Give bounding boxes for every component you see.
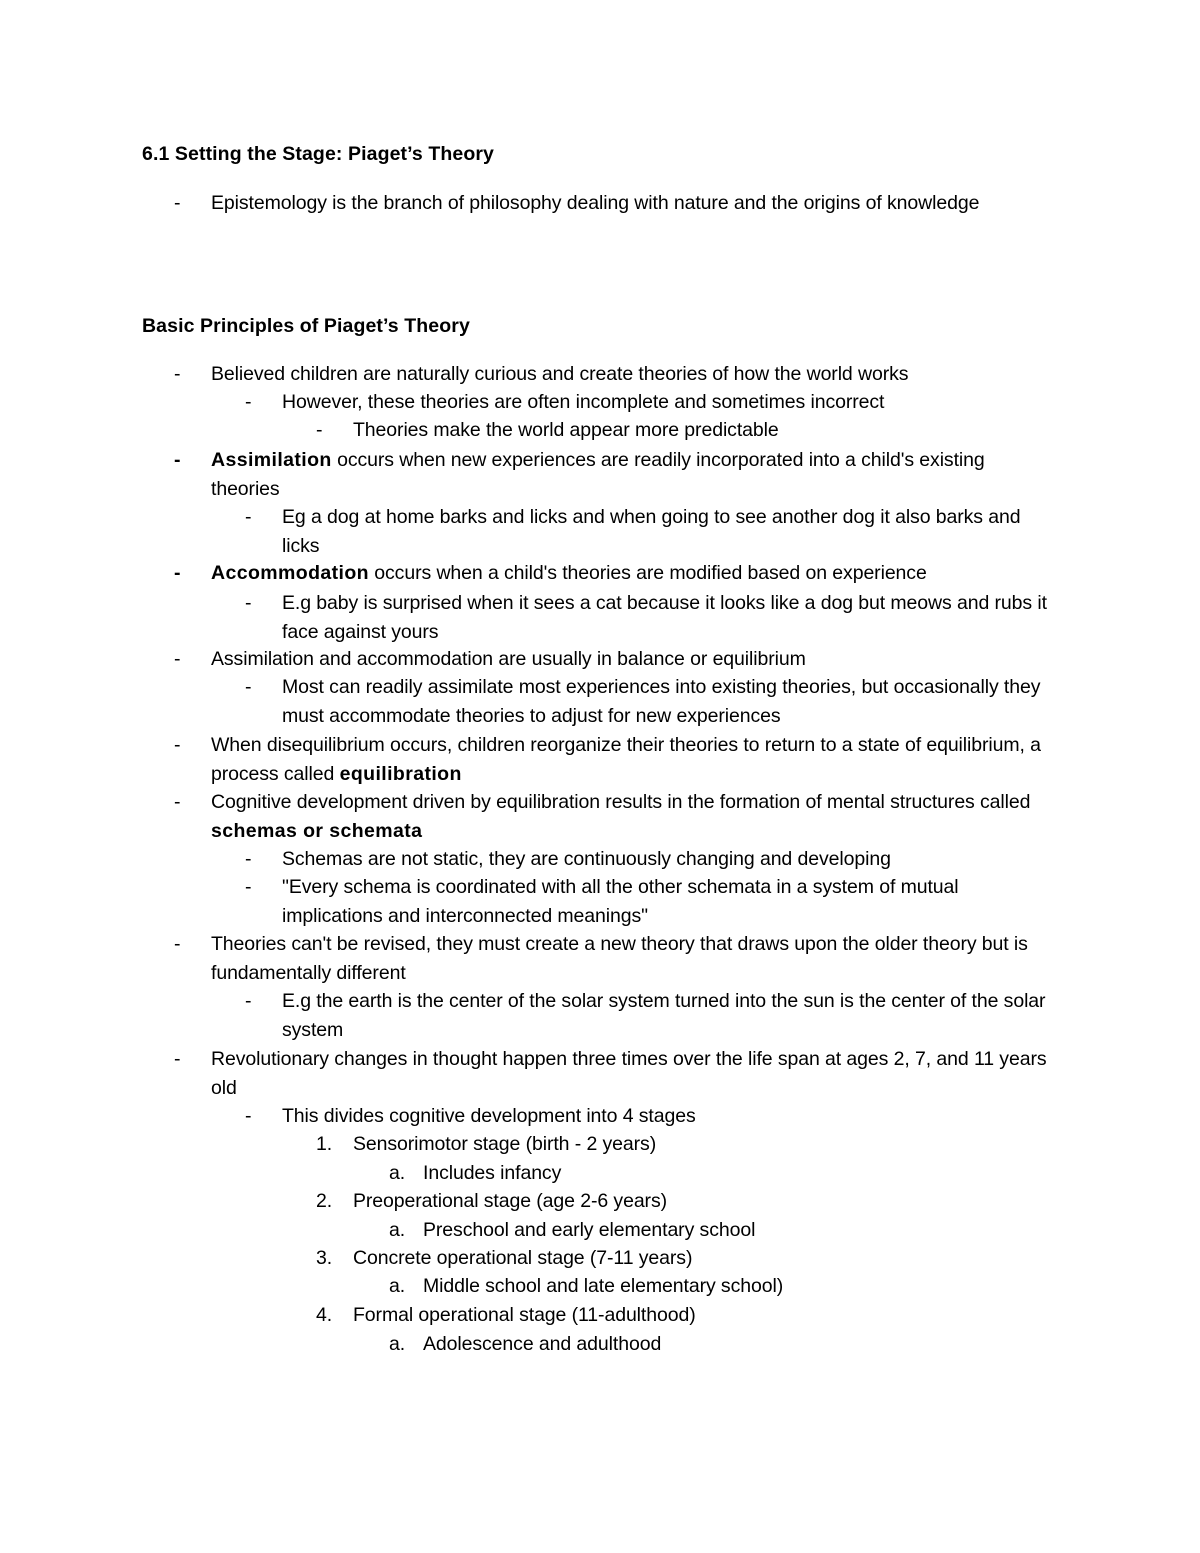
list-item-text (282, 589, 1058, 646)
text-run: Preschool and early elementary school (423, 1219, 756, 1241)
bold-term: Assimilation (211, 449, 332, 471)
text-run: Sensorimotor stage (birth - 2 years) (353, 1133, 657, 1155)
text-run: Adolescence and adulthood (423, 1333, 662, 1355)
list-marker: 2. (316, 1190, 333, 1212)
text-run: Cognitive development driven by equilibration results in the formation of mental structures called (211, 791, 1031, 813)
text-run: Preoperational stage (age 2-6 years) (353, 1190, 667, 1212)
list-item-text (353, 1130, 1058, 1159)
list-item (316, 1130, 1058, 1159)
list-item (316, 1301, 1058, 1330)
list-marker: - (245, 876, 252, 898)
list-item (245, 503, 1058, 560)
list-marker: - (174, 192, 181, 214)
list-marker: 3. (316, 1247, 333, 1269)
list-item-text (353, 1187, 1058, 1216)
list-item-text (423, 1216, 1058, 1245)
text-run: Revolutionary changes in thought happen three times over the life span at ages 2, 7, and 11 years old (211, 1048, 1047, 1099)
list-item (174, 788, 1058, 845)
list-marker: - (174, 1048, 181, 1070)
list-item (174, 645, 1058, 674)
list-marker: a. (389, 1333, 406, 1355)
list-marker: - (174, 648, 181, 670)
list-item (389, 1330, 1058, 1359)
text-run: When disequilibrium occurs, children reorganize their theories to return to a state of equilibrium, a process called (211, 734, 1041, 785)
list-item (174, 731, 1058, 788)
list-item (389, 1216, 1058, 1245)
text-run: Middle school and late elementary school) (423, 1275, 784, 1297)
list-item-text (211, 360, 1058, 389)
list-item-text (282, 873, 1058, 930)
list-item (389, 1272, 1058, 1301)
list-item-text (353, 1244, 1058, 1273)
list-marker: - (245, 990, 252, 1012)
list-item (245, 987, 1058, 1044)
list-item-text (211, 731, 1058, 788)
list-marker: - (174, 791, 181, 813)
list-item-text (211, 645, 1058, 674)
list-item-text (211, 559, 1058, 588)
list-item-text (353, 416, 1058, 445)
list-item (316, 1244, 1058, 1273)
text-run: Formal operational stage (11-adulthood) (353, 1304, 696, 1326)
list-marker: - (174, 734, 181, 756)
text-run: However, these theories are often incomplete and sometimes incorrect (282, 391, 885, 413)
list-item (174, 189, 1058, 218)
text-run: Most can readily assimilate most experiences into existing theories, but occasionally they must accommodate theories to adjust for new experiences (282, 676, 1041, 727)
text-run: occurs when a child's theories are modified based on experience (368, 562, 927, 584)
list-marker: - (245, 676, 252, 698)
text-run: Includes infancy (423, 1162, 562, 1184)
list-item-text (423, 1272, 1058, 1301)
list-item-text (282, 987, 1058, 1044)
list-item-text (211, 788, 1058, 845)
list-item-text (211, 446, 1058, 503)
list-item (174, 446, 1058, 503)
list-item (316, 1187, 1058, 1216)
text-run: "Every schema is coordinated with all the other schemata in a system of mutual implications and interconnected meanings" (282, 876, 959, 927)
list-marker: - (174, 363, 181, 385)
text-run: Eg a dog at home barks and licks and when going to see another dog it also barks and licks (282, 506, 1021, 557)
list-item (316, 416, 1058, 445)
list-item (245, 673, 1058, 730)
text-run: E.g the earth is the center of the solar system turned into the sun is the center of the solar system (282, 990, 1046, 1041)
list-marker: a. (389, 1219, 406, 1241)
list-marker: 4. (316, 1304, 333, 1326)
list-item-text (353, 1301, 1058, 1330)
list-marker: a. (389, 1275, 406, 1297)
list-item-text (282, 503, 1058, 560)
list-item (245, 873, 1058, 930)
text-run: Epistemology is the branch of philosophy dealing with nature and the origins of knowledge (211, 192, 980, 214)
list-item-text (211, 930, 1058, 987)
section-heading: 6.1 Setting the Stage: Piaget’s Theory (142, 143, 494, 165)
text-run: Theories can't be revised, they must create a new theory that draws upon the older theory but is fundamentally different (211, 933, 1028, 984)
bold-term: schemas or schemata (211, 819, 423, 842)
list-item-text (211, 189, 1058, 218)
list-marker: - (245, 592, 252, 614)
list-item-text (211, 1045, 1058, 1102)
bold-term: Accommodation (211, 562, 369, 584)
list-marker: - (174, 933, 181, 955)
list-item (245, 1102, 1058, 1131)
list-item (174, 360, 1058, 389)
text-run: Believed children are naturally curious and create theories of how the world works (211, 363, 909, 385)
list-marker: - (174, 449, 181, 471)
list-marker: - (245, 506, 252, 528)
list-marker: 1. (316, 1133, 333, 1155)
list-marker: - (245, 1105, 252, 1127)
text-run: This divides cognitive development into 4 stages (282, 1105, 696, 1127)
list-marker: - (245, 848, 252, 870)
list-item-text (282, 388, 1058, 417)
text-run: Assimilation and accommodation are usually in balance or equilibrium (211, 648, 806, 670)
list-item (174, 1045, 1058, 1102)
list-marker: a. (389, 1162, 406, 1184)
list-marker: - (316, 419, 323, 441)
list-item (389, 1159, 1058, 1188)
section-heading: Basic Principles of Piaget’s Theory (142, 315, 470, 337)
list-item (245, 589, 1058, 646)
list-item (174, 559, 1058, 588)
list-item-text (282, 845, 1058, 874)
list-marker: - (174, 562, 181, 584)
list-item-text (423, 1159, 1058, 1188)
list-marker: - (245, 391, 252, 413)
list-item-text (282, 1102, 1058, 1131)
bold-term: equilibration (339, 762, 462, 785)
text-run: Concrete operational stage (7-11 years) (353, 1247, 693, 1269)
text-run: Theories make the world appear more predictable (353, 419, 779, 441)
list-item-text (423, 1330, 1058, 1359)
text-run: occurs when new experiences are readily incorporated into a child's existing theories (211, 449, 985, 500)
list-item (245, 388, 1058, 417)
text-run: Schemas are not static, they are continuously changing and developing (282, 848, 891, 870)
text-run: E.g baby is surprised when it sees a cat because it looks like a dog but meows and rubs it face against yours (282, 592, 1047, 643)
list-item-text (282, 673, 1058, 730)
list-item (245, 845, 1058, 874)
list-item (174, 930, 1058, 987)
